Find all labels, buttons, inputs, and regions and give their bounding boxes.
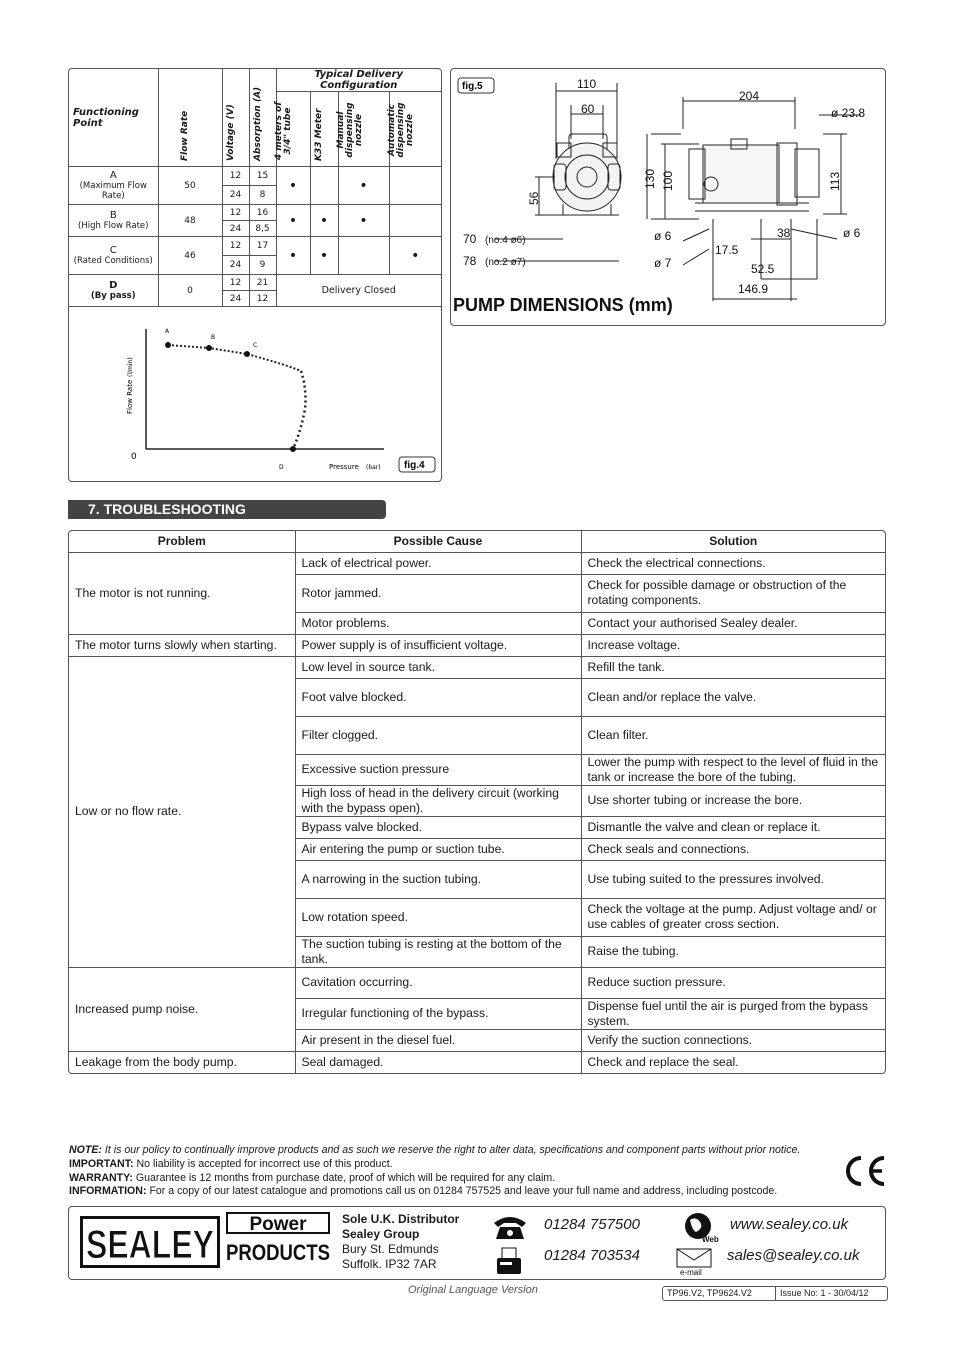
dim-phi6-left: ø 6	[654, 229, 672, 243]
absorption-value: 16	[249, 205, 276, 221]
web-globe-icon	[682, 1212, 722, 1244]
fig4-label: fig.4	[404, 460, 425, 471]
distributor-address: Sole U.K. Distributor Sealey Group Bury St. Edmunds Suffolk. IP32 7AR	[342, 1212, 460, 1271]
point-c-marker	[244, 351, 250, 357]
absorption-value: 9	[249, 256, 276, 275]
solution-cell: Reduce suction pressure.	[581, 967, 885, 998]
dim-110: 110	[577, 77, 597, 91]
point-c-flow: 46	[158, 237, 222, 275]
website-link[interactable]: www.sealey.co.uk	[730, 1216, 849, 1233]
absorption-header: Absorption (A)	[249, 69, 276, 167]
cause-cell: Air entering the pump or suction tube.	[295, 838, 581, 860]
troubleshooting-body	[69, 552, 885, 1073]
header-problem: Problem	[69, 531, 295, 552]
issue-info	[662, 1286, 888, 1301]
voltage-value: 24	[222, 256, 249, 275]
config-dot: •	[338, 205, 389, 237]
config-dot: •	[276, 237, 310, 275]
config-empty	[389, 205, 441, 237]
troubleshooting-table-wrap	[68, 530, 886, 1074]
fig4-panel	[68, 68, 442, 482]
fig5-panel	[450, 68, 886, 326]
fax-icon	[494, 1246, 524, 1276]
config-empty	[310, 167, 338, 205]
dim-113: 113	[828, 171, 842, 191]
problem-cell: Increased pump noise.	[69, 967, 295, 1051]
functioning-point-header: Functioning Point	[69, 69, 158, 167]
issue-number: Issue No: 1 - 30/04/12	[780, 1288, 869, 1298]
solution-cell: Check the electrical connections.	[581, 552, 885, 574]
voltage-value: 12	[222, 205, 249, 221]
header-cause: Possible Cause	[295, 531, 581, 552]
solution-cell: Clean and/or replace the valve.	[581, 678, 885, 716]
table-row	[69, 634, 885, 656]
dim-phi7: ø 7	[654, 256, 672, 270]
email-icon	[676, 1248, 714, 1276]
table-row	[69, 552, 885, 574]
svg-text:PRODUCTS: PRODUCTS	[226, 1240, 330, 1265]
meter-header: K33 Meter	[310, 92, 338, 167]
point-c-cell: C (Rated Conditions)	[69, 237, 158, 275]
dim-56: 56	[527, 191, 541, 205]
point-a-marker	[165, 342, 171, 348]
problem-cell: Low or no flow rate.	[69, 656, 295, 967]
solution-cell: Check the voltage at the pump. Adjust voltage and/ or use cables of greater cross section.	[581, 898, 885, 936]
pump-dimensions-drawing	[451, 69, 887, 327]
voltage-header: Voltage (V)	[222, 69, 249, 167]
voltage-value: 12	[222, 237, 249, 256]
header-solution: Solution	[581, 531, 885, 552]
cause-cell: The suction tubing is resting at the bottom of the tank.	[295, 936, 581, 967]
cause-cell: Air present in the diesel fuel.	[295, 1029, 581, 1051]
ce-mark-icon	[842, 1154, 888, 1188]
problem-cell: The motor is not running.	[69, 552, 295, 634]
graph-ylabel: Flow Rate	[126, 379, 134, 414]
dim-38: 38	[777, 226, 791, 240]
config-dot: •	[276, 167, 310, 205]
tube-header: 4 meters of 3/4" tube	[276, 92, 310, 167]
cause-cell: Seal damaged.	[295, 1051, 581, 1073]
voltage-value: 24	[222, 186, 249, 205]
config-dot: •	[310, 237, 338, 275]
point-d-flow: 0	[158, 275, 222, 307]
solution-cell: Clean filter.	[581, 716, 885, 754]
dim-130: 130	[643, 168, 657, 189]
fax-number[interactable]: 01284 703534	[544, 1247, 640, 1264]
graph-yunit: (l/min)	[127, 357, 134, 377]
svg-text:e-mail: e-mail	[680, 1268, 702, 1277]
point-b-cell: B (High Flow Rate)	[69, 205, 158, 237]
graph-label-a: A	[165, 328, 170, 335]
voltage-value: 12	[222, 275, 249, 291]
email-link[interactable]: sales@sealey.co.uk	[727, 1247, 860, 1264]
config-dot: •	[389, 237, 441, 275]
dim-23-8: ø 23.8	[831, 106, 866, 120]
cause-cell: Irregular functioning of the bypass.	[295, 998, 581, 1029]
original-language-note: Original Language Version	[408, 1284, 538, 1296]
solution-cell: Check and replace the seal.	[581, 1051, 885, 1073]
graph-xlabel: Pressure	[329, 463, 359, 471]
important-line: IMPORTANT: No liability is accepted for incorrect use of this product.	[69, 1157, 393, 1170]
voltage-value: 24	[222, 221, 249, 237]
functioning-point-table	[69, 69, 441, 307]
point-a-flow: 50	[158, 167, 222, 205]
model-number: TP96.V2, TP9624.V2	[667, 1288, 752, 1298]
cause-cell: Power supply is of insufficient voltage.	[295, 634, 581, 656]
solution-cell: Dismantle the valve and clean or replace it.	[581, 816, 885, 838]
sealey-logo	[80, 1216, 220, 1268]
solution-cell: Verify the suction connections.	[581, 1029, 885, 1051]
absorption-value: 8	[249, 186, 276, 205]
point-b-marker	[206, 345, 212, 351]
voltage-value: 12	[222, 167, 249, 186]
solution-cell: Dispense fuel until the air is purged from the bypass system.	[581, 998, 885, 1029]
solution-cell: Raise the tubing.	[581, 936, 885, 967]
telephone-icon	[492, 1213, 528, 1241]
absorption-value: 21	[249, 275, 276, 291]
solution-cell: Use shorter tubing or increase the bore.	[581, 785, 885, 816]
table-row	[69, 1051, 885, 1073]
point-b-flow: 48	[158, 205, 222, 237]
power-products-logo	[226, 1212, 334, 1268]
cause-cell: Lack of electrical power.	[295, 552, 581, 574]
delivery-closed-note: Delivery Closed	[276, 275, 441, 307]
dim-52-5: 52.5	[751, 262, 775, 276]
cause-cell: Foot valve blocked.	[295, 678, 581, 716]
dim-78: 78	[463, 254, 477, 268]
cause-cell: Filter clogged.	[295, 716, 581, 754]
graph-label-b: B	[211, 334, 216, 341]
point-a-cell: A (Maximum Flow Rate)	[69, 167, 158, 205]
graph-origin: 0	[131, 452, 137, 462]
cause-cell: Rotor jammed.	[295, 574, 581, 612]
cause-cell: Excessive suction pressure	[295, 754, 581, 785]
config-empty	[389, 167, 441, 205]
note-line: NOTE: It is our policy to continually improve products and as such we reserve the right to alter data, specifications and component parts without prior notice.	[69, 1144, 801, 1156]
point-d-marker	[290, 446, 296, 452]
table-row	[69, 656, 885, 678]
dim-100: 100	[661, 170, 675, 191]
cause-cell: A narrowing in the suction tubing.	[295, 860, 581, 898]
flow-rate-header: Flow Rate	[158, 69, 222, 167]
voltage-value: 24	[222, 291, 249, 307]
troubleshooting-table	[69, 531, 885, 1073]
solution-cell: Use tubing suited to the pressures involved.	[581, 860, 885, 898]
automatic-nozzle-header: Automatic dispensing nozzle	[389, 92, 441, 167]
fig5-label: fig.5	[462, 81, 483, 92]
problem-cell: The motor turns slowly when starting.	[69, 634, 295, 656]
cause-cell: Motor problems.	[295, 612, 581, 634]
typical-config-header: Typical Delivery Configuration	[276, 69, 441, 92]
warranty-line: WARRANTY: Guarantee is 12 months from purchase date, proof of which will be required for any claim.	[69, 1171, 556, 1184]
dim-204: 204	[739, 89, 760, 103]
config-dot: •	[338, 167, 389, 205]
config-empty	[338, 237, 389, 275]
graph-label-c: C	[253, 342, 258, 349]
point-d-cell: D (By pass)	[69, 275, 158, 307]
svg-text:Web: Web	[702, 1235, 719, 1244]
cause-cell: High loss of head in the delivery circuit (working with the bypass open).	[295, 785, 581, 816]
config-dot: •	[276, 205, 310, 237]
dim-17-5: 17.5	[715, 243, 739, 257]
solution-cell: Lower the pump with respect to the level of fluid in the tank or increase the bore of the tubing.	[581, 754, 885, 785]
solution-cell: Check for possible damage or obstruction of the rotating components.	[581, 574, 885, 612]
cause-cell: Cavitation occurring.	[295, 967, 581, 998]
solution-cell: Refill the tank.	[581, 656, 885, 678]
dim-phi6-right: ø 6	[843, 226, 861, 240]
problem-cell: Leakage from the body pump.	[69, 1051, 295, 1073]
solution-cell: Check seals and connections.	[581, 838, 885, 860]
svg-text:SEALEY: SEALEY	[86, 1223, 215, 1267]
dim-70: 70	[463, 232, 477, 246]
dim-60: 60	[581, 102, 595, 116]
manual-nozzle-header: Manual dispensing nozzle	[338, 92, 389, 167]
absorption-value: 17	[249, 237, 276, 256]
cause-cell: Low rotation speed.	[295, 898, 581, 936]
information-line: INFORMATION: For a copy of our latest catalogue and promotions call us on 01284 757525 and leave your full name and address, including postcode.	[69, 1185, 778, 1198]
dim-146-9: 146.9	[738, 282, 769, 296]
flow-pressure-graph	[69, 309, 441, 481]
section-title: 7. TROUBLESHOOTING	[68, 500, 386, 519]
solution-cell: Increase voltage.	[581, 634, 885, 656]
table-row	[69, 967, 885, 998]
absorption-value: 12	[249, 291, 276, 307]
svg-text:Power: Power	[249, 1214, 307, 1235]
absorption-value: 15	[249, 167, 276, 186]
dim-78-note: (no.2 ø7)	[485, 257, 526, 268]
config-dot: •	[310, 205, 338, 237]
cause-cell: Low level in source tank.	[295, 656, 581, 678]
graph-xunit: (bar)	[366, 464, 381, 471]
graph-label-d: D	[279, 464, 284, 471]
phone-number[interactable]: 01284 757500	[544, 1216, 640, 1233]
pump-dimensions-title: PUMP DIMENSIONS (mm)	[453, 295, 673, 315]
notes-block	[69, 1144, 889, 1199]
absorption-value: 8,5	[249, 221, 276, 237]
dim-70-note: (no.4 ø6)	[485, 235, 526, 246]
solution-cell: Contact your authorised Sealey dealer.	[581, 612, 885, 634]
cause-cell: Bypass valve blocked.	[295, 816, 581, 838]
